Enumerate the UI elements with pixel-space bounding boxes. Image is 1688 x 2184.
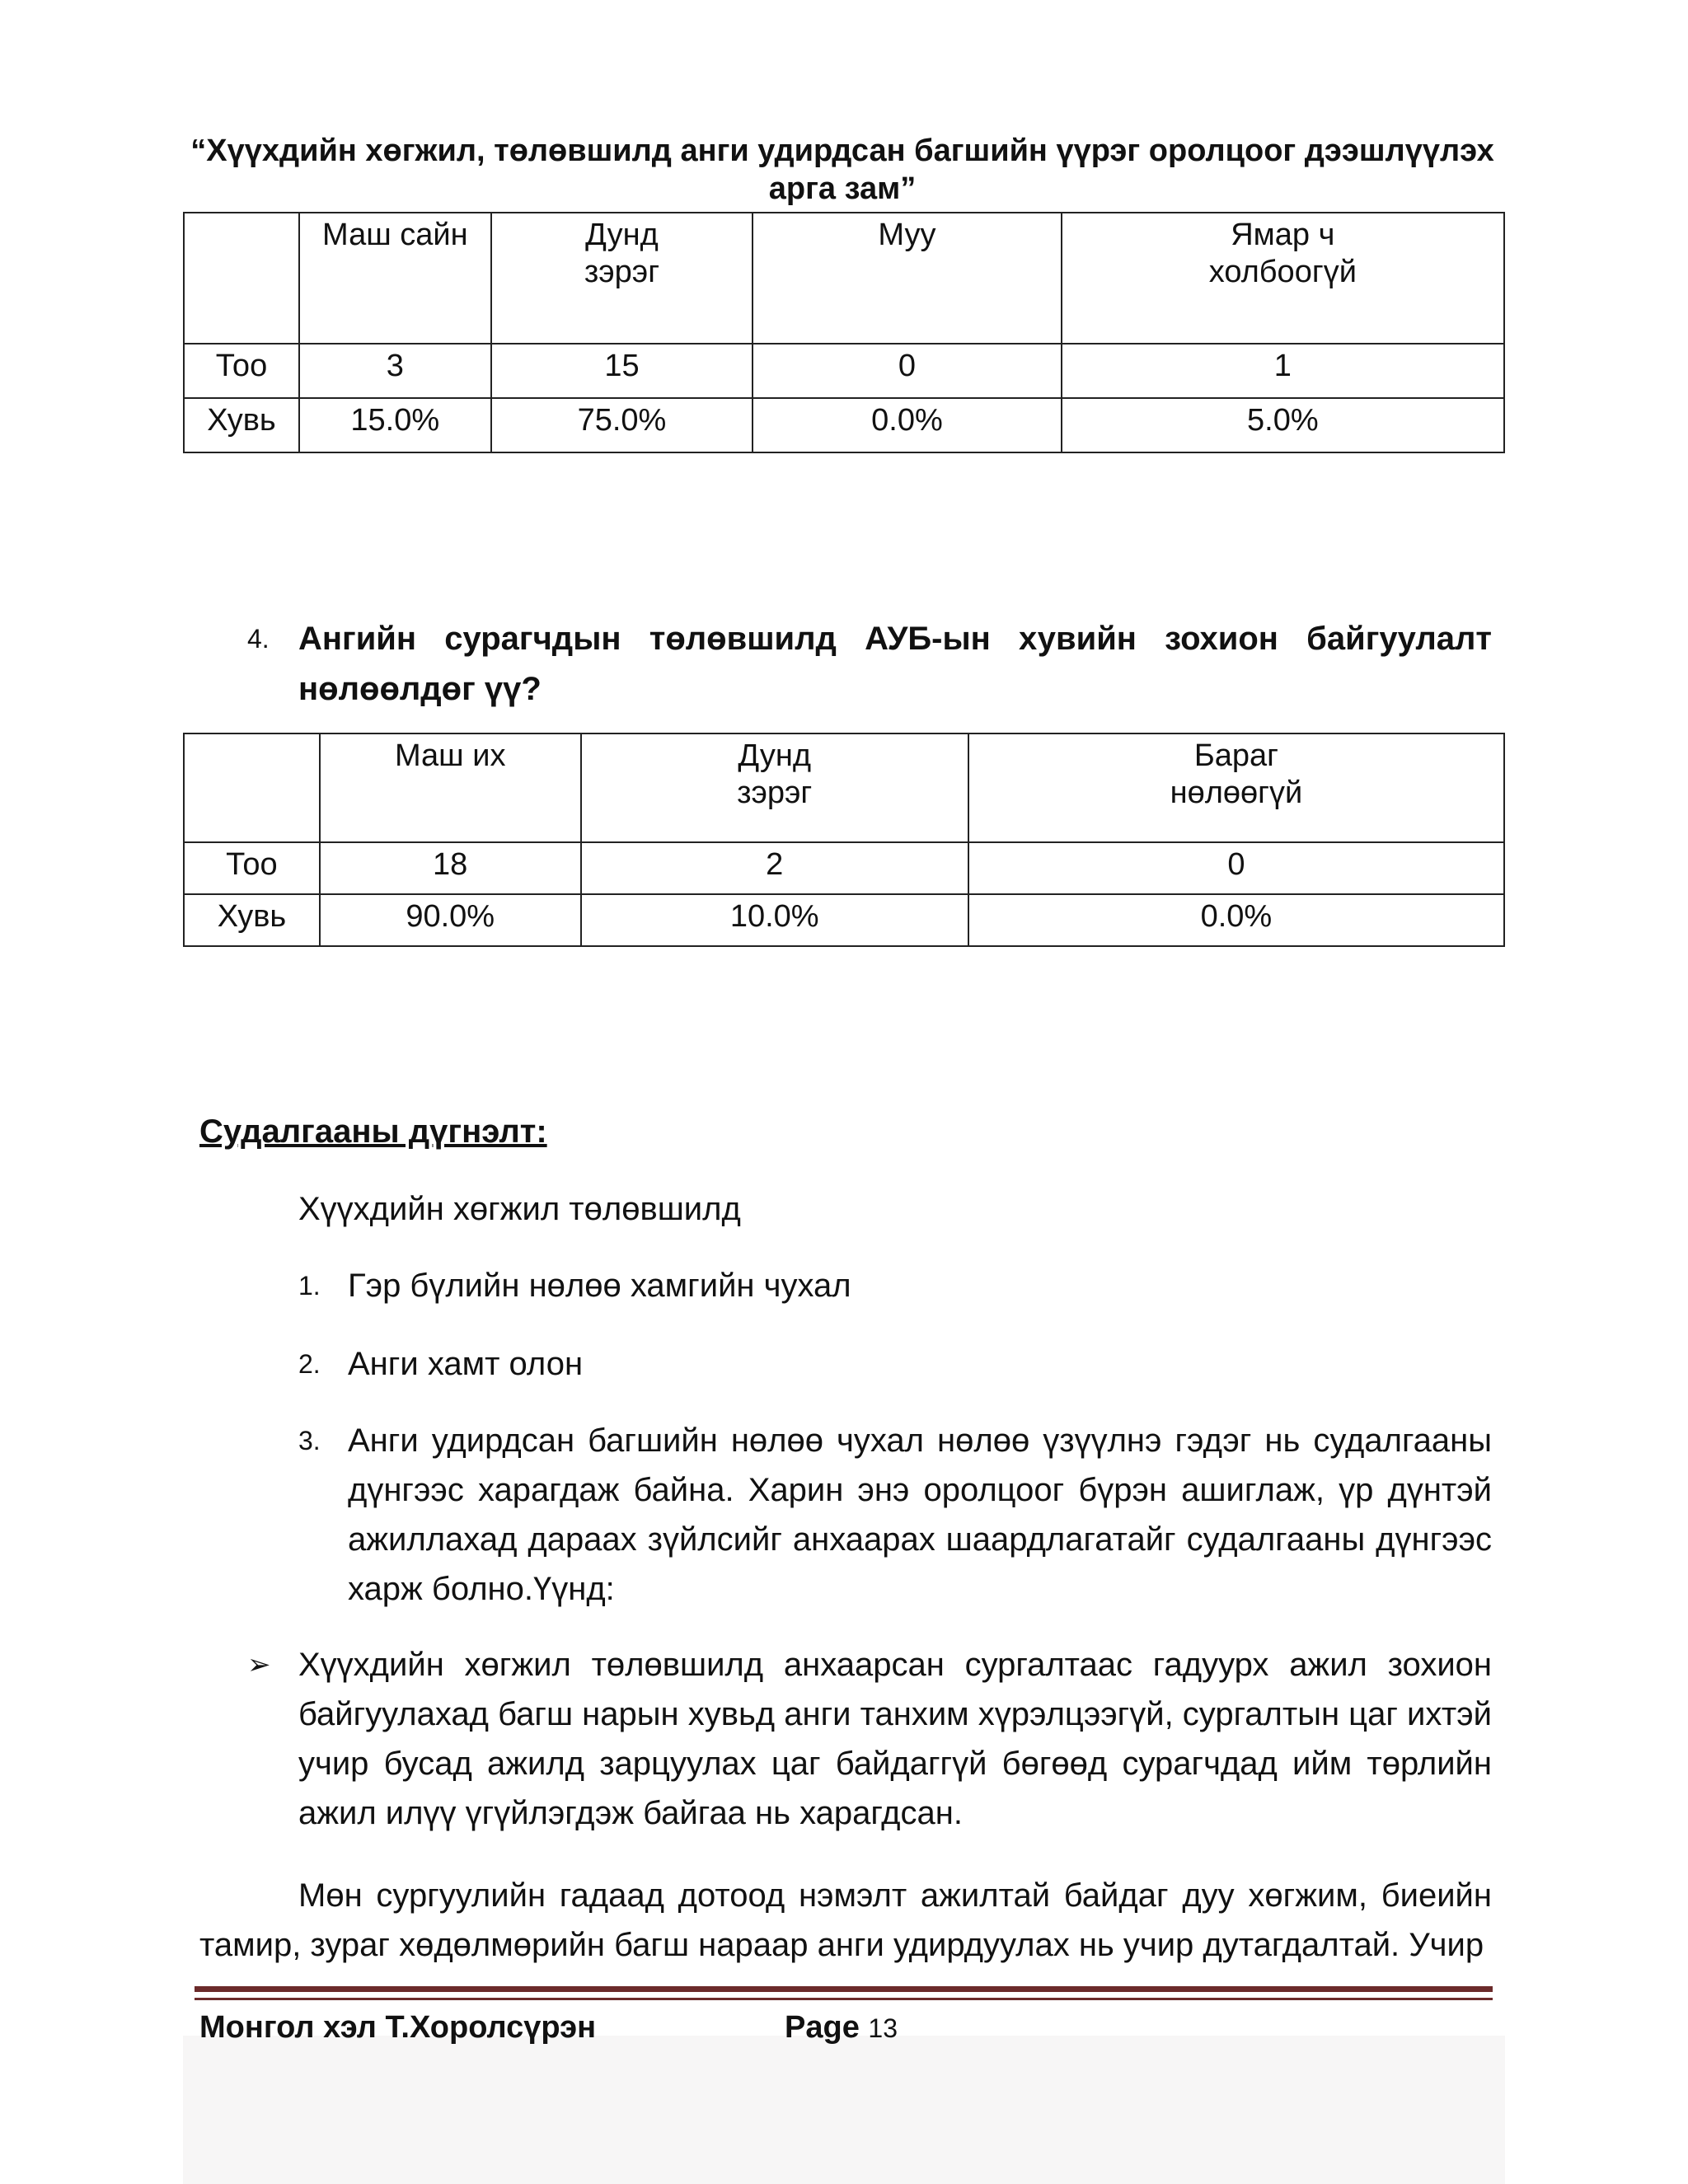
table1-header-cell: Маш сайн	[299, 213, 491, 344]
list-number: 2.	[298, 1349, 321, 1379]
table2-header-cell	[184, 733, 320, 842]
table1-cell: Тоо	[184, 344, 299, 398]
table2-cell: 2	[581, 842, 968, 894]
question-number: 4.	[247, 624, 270, 654]
table2-header-cell: Бараг нөлөөгүй	[968, 733, 1504, 842]
question-text-line1: Ангийн сурагчдын төлөвшилд АУБ-ын хувийн зохион байгуулалт	[298, 621, 1492, 657]
footer-author: Монгол хэл Т.Хоролсүрэн	[199, 2010, 597, 2045]
list-text: Гэр бүлийн нөлөө хамгийн чухал	[348, 1268, 851, 1304]
list-text: Анги удирдсан багшийн нөлөө чухал нөлөө үзүүлнэ гэдэг нь судалгааны дүнгээс харагдаж байна. Харин энэ оролцоог бүрэн ашиглаж, үр дүнтэй ажиллахад дараах зүйлсийг анхаарах шаардлагатайг судалгааны дүнгээс харж болно.Үүнд:	[348, 1422, 1492, 1607]
footer-page-number	[785, 2007, 898, 2049]
bullet-text: Хүүхдийн хөгжил төлөвшилд анхаарсан сургалтаас гадуурх ажил зохион байгуулахад багш нарын хувьд анги танхим хүрэлцээгүй, сургалтын цаг ихтэй учир бусад ажилд зарцуулах цаг байдаггүй бөгөөд сурагчдад ийм төрлийн ажил илүү үгүйлэгдэж байгаа нь харагдсан.	[298, 1647, 1492, 1831]
table2-header-cell: Маш их	[320, 733, 581, 842]
table1-cell: 15	[491, 344, 753, 398]
table2-header-row	[184, 733, 1504, 842]
table2	[183, 733, 1505, 947]
table1-header-cell	[184, 213, 299, 344]
table2-row	[184, 894, 1504, 946]
table1-header-cell: Ямар ч холбоогүй	[1062, 213, 1504, 344]
list-item	[298, 1261, 1492, 1310]
footer-rule-thin	[195, 1998, 1493, 2000]
table2-cell: 90.0%	[320, 894, 581, 946]
table2-cell: 0	[968, 842, 1504, 894]
table2-cell: Тоо	[184, 842, 320, 894]
table1-cell: 0.0%	[753, 398, 1061, 452]
table1-cell: 3	[299, 344, 491, 398]
table1-cell: 5.0%	[1062, 398, 1504, 452]
list-text: Анги хамт олон	[348, 1346, 584, 1382]
table1	[183, 212, 1505, 453]
table2-cell: 18	[320, 842, 581, 894]
table2-header-cell: Дунд зэрэг	[581, 733, 968, 842]
table2-cell: 0.0%	[968, 894, 1504, 946]
table1-cell: 1	[1062, 344, 1504, 398]
list-number: 3.	[298, 1426, 321, 1455]
footer-shade	[183, 2036, 1505, 2184]
paragraph-text: Мөн сургуулийн гадаад дотоод нэмэлт ажилтай байдаг дуу хөгжим, биеийн тамир, зураг хөдөлмөрийн багш нараар анги удирдуулах нь учир дутагдалтай. Учир	[199, 1877, 1492, 1963]
list-number: 1.	[298, 1271, 321, 1301]
table1-header-row	[184, 213, 1504, 344]
table1-cell: 0	[753, 344, 1061, 398]
table2-row	[184, 842, 1504, 894]
table1-header-cell: Муу	[753, 213, 1061, 344]
list-item	[298, 1416, 1492, 1614]
body-paragraph	[199, 1871, 1492, 1970]
bullet-item	[247, 1640, 1492, 1838]
table1-header-cell: Дунд зэрэг	[491, 213, 753, 344]
arrow-bullet-icon: ➢	[247, 1649, 271, 1680]
footer-rule-thick	[195, 1986, 1493, 1992]
table1-cell: 15.0%	[299, 398, 491, 452]
question-text-line2: нөлөөлдөг үү?	[298, 671, 542, 707]
table2-cell: Хувь	[184, 894, 320, 946]
conclusion-heading: Судалгааны дүгнэлт:	[199, 1113, 547, 1150]
table2-cell: 10.0%	[581, 894, 968, 946]
table1-row	[184, 398, 1504, 452]
table1-title: “Хүүхдийн хөгжил, төлөвшилд анги удирдсан багшийн үүрэг оролцоог дээшлүүлэх арга зам”	[190, 134, 1494, 206]
table1-cell: Хувь	[184, 398, 299, 452]
question-4	[247, 614, 1492, 715]
table1-row	[184, 344, 1504, 398]
page-label: Page	[785, 2010, 860, 2045]
table1-cell: 75.0%	[491, 398, 753, 452]
conclusion-intro: Хүүхдийн хөгжил төлөвшилд	[298, 1191, 741, 1227]
list-item	[298, 1339, 1492, 1389]
page-number: 13	[868, 2013, 898, 2043]
